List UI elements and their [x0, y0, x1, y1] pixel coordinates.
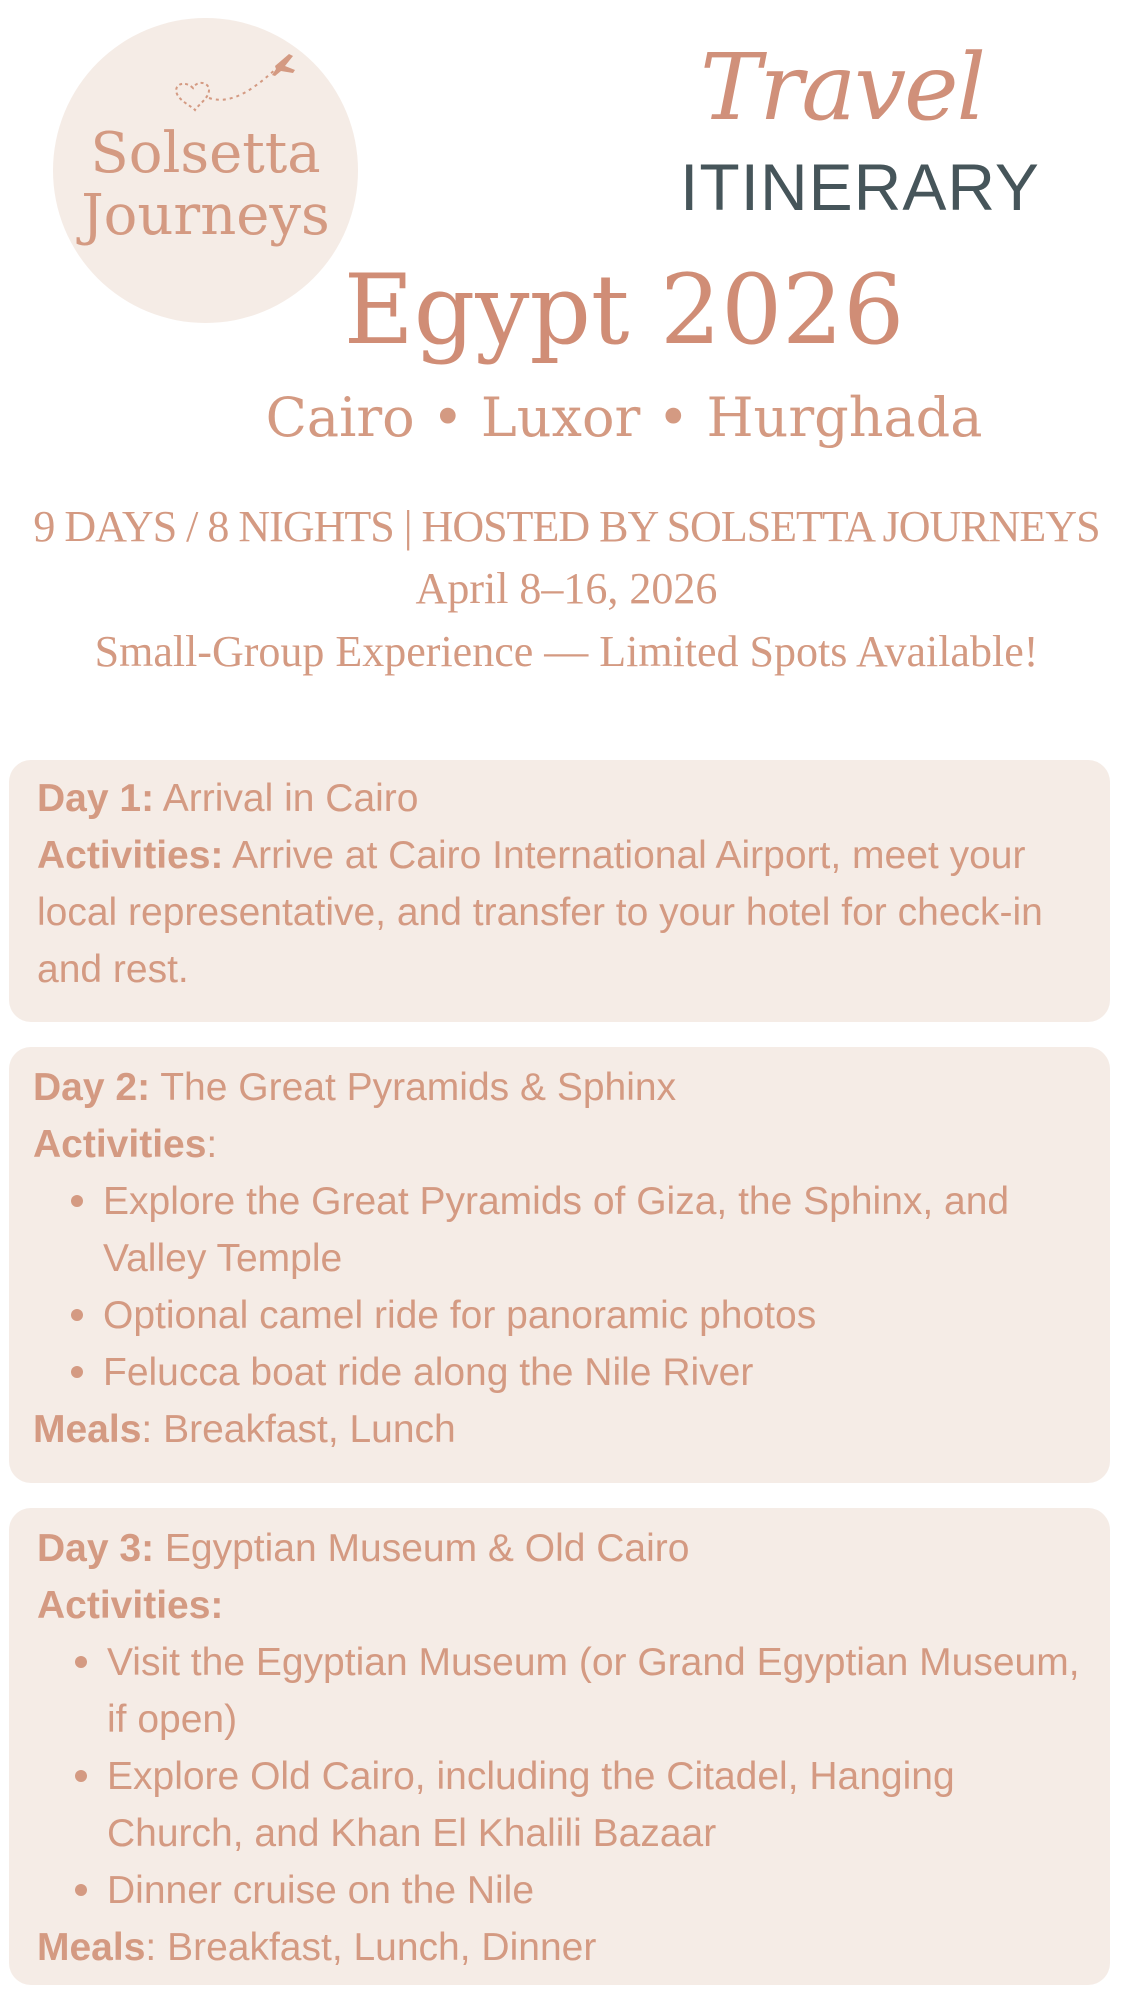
day-meals [33, 1401, 1090, 1458]
day-heading [33, 1059, 1090, 1116]
day-card-3 [9, 1508, 1110, 1985]
day-heading [37, 770, 1090, 827]
day-title: Egyptian Museum & Old Cairo [164, 1527, 690, 1570]
logo-text-line2: Journeys [81, 183, 330, 248]
day-label: Day 1: [37, 777, 155, 820]
destinations-subtitle: Cairo • Luxor • Hurghada [265, 386, 983, 449]
trip-dates: April 8–16, 2026 [415, 564, 718, 613]
meals-label: Meals [33, 1408, 142, 1451]
list-item: Optional camel ride for panoramic photos [103, 1287, 1090, 1344]
day-meals [37, 1919, 1100, 1976]
activities-label: Activities [33, 1123, 207, 1166]
activities-text: Arrive at Cairo International Airport, meet your local representative, and transfer to your hotel for check-in and rest. [37, 834, 1043, 991]
day-label: Day 2: [33, 1066, 151, 1109]
travel-script-heading: Travel [700, 34, 985, 141]
activities-heading [37, 1577, 1100, 1634]
meals-label: Meals [37, 1926, 146, 1969]
trip-duration-host: 9 DAYS / 8 NIGHTS | HOSTED BY SOLSETTA JOURNEYS [33, 502, 1100, 551]
activities-label: Activities: [37, 1584, 224, 1627]
list-item: Visit the Egyptian Museum (or Grand Egyptian Museum, if open) [107, 1634, 1100, 1748]
activities-list [33, 1173, 1090, 1401]
list-item: Explore the Great Pyramids of Giza, the Sphinx, and Valley Temple [103, 1173, 1090, 1287]
list-item: Dinner cruise on the Nile [107, 1862, 1100, 1919]
day-card-1 [9, 760, 1110, 1022]
day-title: Arrival in Cairo [162, 777, 419, 820]
day-title: The Great Pyramids & Sphinx [160, 1066, 677, 1109]
list-item: Felucca boat ride along the Nile River [103, 1344, 1090, 1401]
logo-text-line1: Solsetta [90, 121, 321, 186]
list-item: Explore Old Cairo, including the Citadel, Hanging Church, and Khan El Khalili Bazaar [107, 1748, 1100, 1862]
day-activities [37, 827, 1090, 998]
day-card-2 [9, 1047, 1110, 1483]
itinerary-heading: ITINERARY [680, 150, 1040, 224]
activities-colon: : [206, 1123, 218, 1166]
meals-text: : Breakfast, Lunch [141, 1408, 456, 1451]
trip-tagline: Small-Group Experience — Limited Spots Available! [94, 627, 1039, 676]
activities-list [37, 1634, 1100, 1919]
activities-label: Activities: [37, 834, 224, 877]
heart-airplane-icon [163, 46, 303, 126]
day-heading [37, 1520, 1100, 1577]
page-title: Egypt 2026 [343, 254, 905, 366]
activities-heading [33, 1116, 1090, 1173]
day-label: Day 3: [37, 1527, 155, 1570]
meals-text: : Breakfast, Lunch, Dinner [145, 1926, 597, 1969]
